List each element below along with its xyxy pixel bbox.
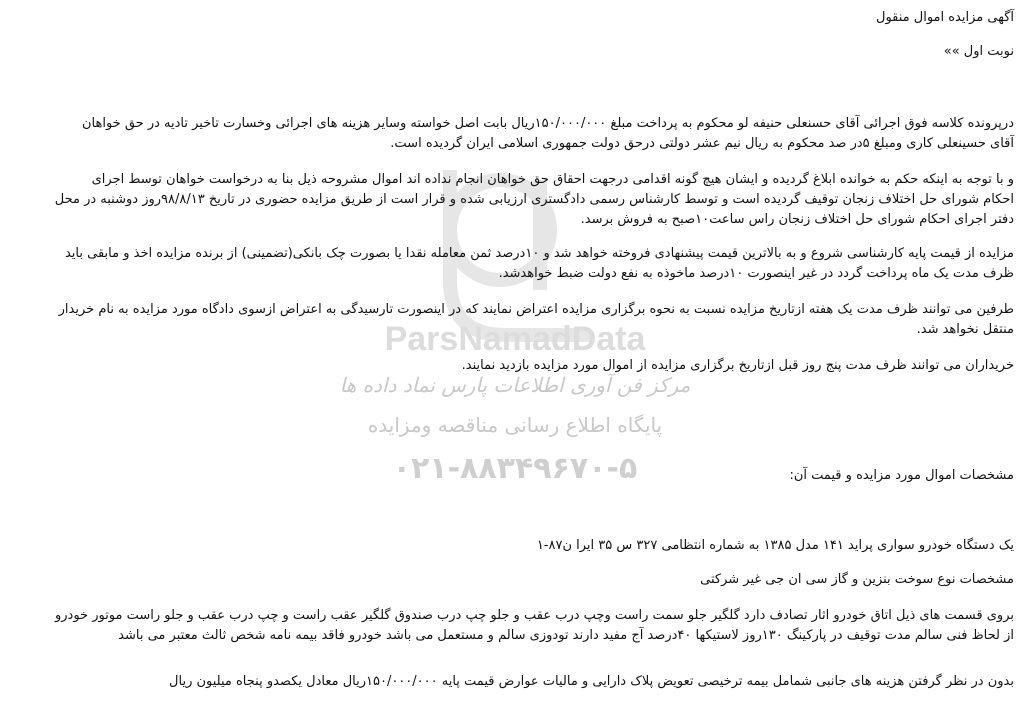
- round-label: نوبت اول »»: [943, 44, 1014, 59]
- watermark-line1: مرکز فن آوری اطلاعات پارس نماد داده ها: [339, 373, 691, 397]
- paragraph-visit: [8, 356, 1014, 376]
- paragraph-line: درپرونده کلاسه فوق اجرائی آقای حسنعلی حنیفه لو محکوم به پرداخت مبلغ ۱۵۰/۰۰۰/۰۰۰ریال بابت اصل خواسته وسایر هزینه های اجرائی وخسارت تاخیر تادیه در حق خواهان: [81, 116, 1014, 131]
- vehicle-condition: [8, 606, 1014, 646]
- specs-heading: مشخصات اموال مورد مزایده و قیمت آن:: [789, 468, 1014, 483]
- paragraph-line: ظرف مدت یک ماه پرداخت گردد در غیر اینصورت ۱۰درصد ماخوذه به نفع دولت ضبط خواهدشد.: [498, 266, 1014, 281]
- paragraph-line: طرفین می توانند ظرف مدت یک هفته ازتاریخ مزایده نسبت به نحوه برگزاری مزایده اعتراض نمایند که در اینصورت تارسیدگی به اعتراض ازسوی دادگاه مورد مزایده به نام خریدار: [58, 302, 1014, 317]
- paragraph-line: احکام شورای حل اختلاف زنجان توقیف گردیده است و توسط کارشناس رسمی دادگستری ارزیابی شده و قرار است از طریق مزایده حضوری در تاریخ ۹۸/۸/۱۳روز دوشنبه در محل: [54, 192, 1014, 207]
- paragraph-line: آقای حسینعلی کاری ومبلغ ۵در صد محکوم به ریال نیم عشر دولتی درحق دولت جمهوری اسلامی ایران گردیده است.: [390, 136, 1014, 151]
- paragraph-line: از لحاظ فنی سالم مدت توقیف در پارکینگ ۱۳۰روز لاستیکها ۴۰درصد آج مفید دارند تودوزی سالم و مستعمل می باشد خودرو فاقد بیمه نامه شخص ثالث معتبر می باشد: [118, 628, 1014, 643]
- paragraph-auction-terms: [8, 244, 1014, 284]
- fuel-spec: مشخصات نوع سوخت بنزین و گاز سی ان جی غیر شرکتی: [700, 572, 1014, 587]
- page-title: آگهی مزایده اموال منقول: [876, 10, 1014, 25]
- paragraph-line: دفتر اجرای احکام شورای حل اختلاف زنجان راس ساعت۱۰صبح به فروش برسد.: [580, 212, 1014, 227]
- watermark-brand: ParsNamadData: [384, 320, 646, 358]
- paragraph-line: بروی قسمت های ذیل اتاق خودرو اثار تصادف دارد گلگیر جلو سمت راست وچپ درب عقب و جلو چپ درب صندوق گلگیر عقب راست و چپ درب عقب و جلو راست موتور خودرو: [54, 608, 1014, 623]
- paragraph-line: مزایده از قیمت پایه کارشناسی شروع و به بالاترین قیمت پیشنهادی فروخته خواهد شد و ۱۰درصد ثمن معامله نقدا یا بصورت چک بانکی(تضمینی) از برنده مزایده اخذ و مابقی باید: [64, 246, 1014, 261]
- paragraph-seizure: [8, 170, 1014, 230]
- vehicle-description: یک دستگاه خودرو سواری پراید ۱۴۱ مدل ۱۳۸۵ به شماره انتظامی ۳۲۷ س ۳۵ ایرا ن۸۷-۱: [536, 538, 1014, 553]
- paragraph-objection: [8, 300, 1014, 340]
- paragraph-verdict: [8, 114, 1014, 154]
- paragraph-line: منتقل نخواهد شد.: [916, 322, 1014, 337]
- paragraph-line: و با توجه به اینکه حکم به خوانده ابلاغ گردیده و ایشان هیچ گونه اقدامی درجهت احقاق حق خواهان انجام نداده اند اموال مشروحه ذیل بنا به درخواست خواهان توسط اجرای: [91, 172, 1014, 187]
- watermark-phone: ۰۲۱-۸۸۳۴۹۶۷۰-۵: [392, 451, 638, 486]
- base-price: بدون در نظر گرفتن هزینه های جانبی شمامل بیمه ترخیصی تعویض پلاک دارایی و مالیات عوارض قیمت پایه ۱۵۰/۰۰۰/۰۰۰ریال معادل یکصدو پنجاه میلیون ریال: [169, 674, 1014, 689]
- watermark-line2: پایگاه اطلاع رسانی مناقصه ومزایده: [367, 413, 663, 437]
- paragraph-line: خریداران می توانند ظرف مدت پنج روز قبل ازتاریخ برگزاری مزایده از اموال مورد مزایده بازدید نمایند.: [461, 358, 1014, 373]
